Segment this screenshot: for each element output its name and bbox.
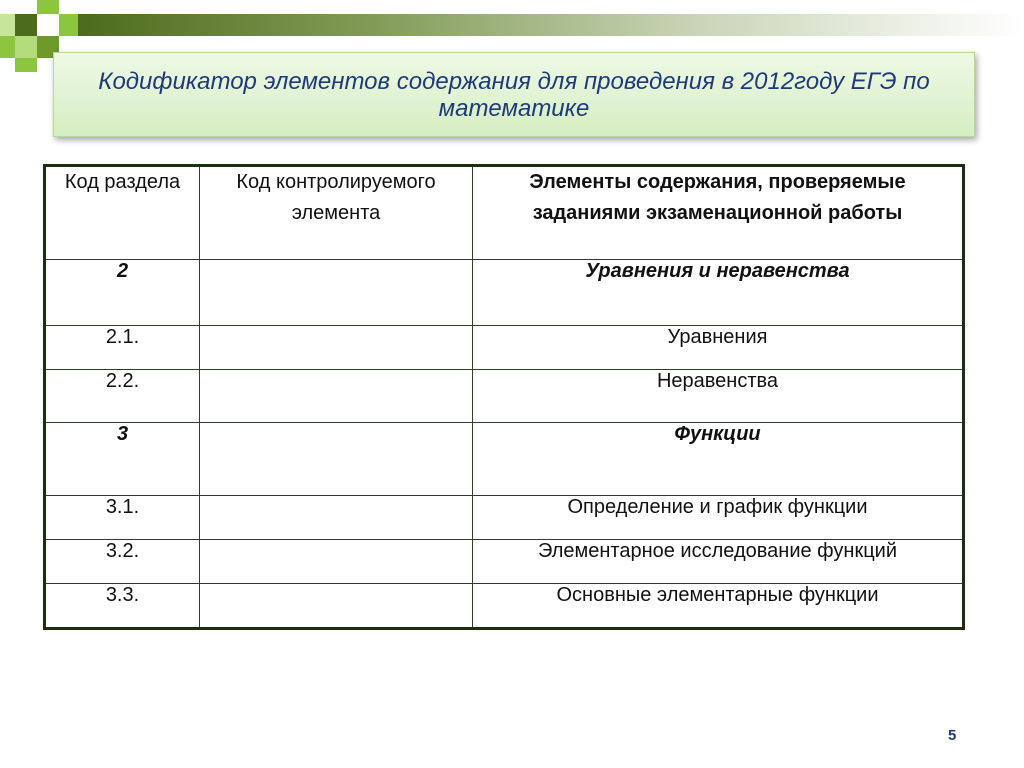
deco-square xyxy=(15,14,37,36)
cell-content: Уравнения xyxy=(473,326,964,370)
cell-element xyxy=(200,540,473,584)
header-content: Элементы содержания, проверяемые заданиями экзаменационной работы xyxy=(473,166,964,260)
header-gradient-bar xyxy=(78,14,1024,36)
cell-content: Неравенства xyxy=(473,370,964,423)
deco-square xyxy=(0,36,15,58)
table-row xyxy=(45,496,964,540)
table-row xyxy=(45,326,964,370)
cell-element xyxy=(200,496,473,540)
title-box xyxy=(53,52,975,137)
codifier-table xyxy=(43,164,965,630)
cell-content: Функции xyxy=(473,423,964,496)
cell-element xyxy=(200,423,473,496)
cell-content: Уравнения и неравенства xyxy=(473,260,964,326)
cell-section: 2.1. xyxy=(45,326,200,370)
header-section-code: Код раздела xyxy=(45,166,200,260)
cell-content: Основные элементарные функции xyxy=(473,584,964,629)
cell-element xyxy=(200,370,473,423)
cell-content: Определение и график функции xyxy=(473,496,964,540)
deco-square xyxy=(37,0,59,14)
table-row xyxy=(45,370,964,423)
cell-section: 2 xyxy=(45,260,200,326)
table-row xyxy=(45,584,964,629)
deco-square xyxy=(0,14,15,36)
cell-section: 3.3. xyxy=(45,584,200,629)
table-header-row xyxy=(45,166,964,260)
cell-section: 2.2. xyxy=(45,370,200,423)
page-title: Кодификатор элементов содержания для проведения в 2012году ЕГЭ по математике xyxy=(98,67,930,122)
cell-element xyxy=(200,260,473,326)
cell-element xyxy=(200,326,473,370)
deco-square xyxy=(15,58,37,72)
page-number: 5 xyxy=(948,727,957,744)
cell-content: Элементарное исследование функций xyxy=(473,540,964,584)
cell-section: 3 xyxy=(45,423,200,496)
deco-square xyxy=(59,14,78,36)
cell-element xyxy=(200,584,473,629)
table-row xyxy=(45,423,964,496)
header-element-code: Код контролируемого элемента xyxy=(200,166,473,260)
table-row xyxy=(45,540,964,584)
deco-square xyxy=(15,36,37,58)
table-row xyxy=(45,260,964,326)
cell-section: 3.1. xyxy=(45,496,200,540)
cell-section: 3.2. xyxy=(45,540,200,584)
